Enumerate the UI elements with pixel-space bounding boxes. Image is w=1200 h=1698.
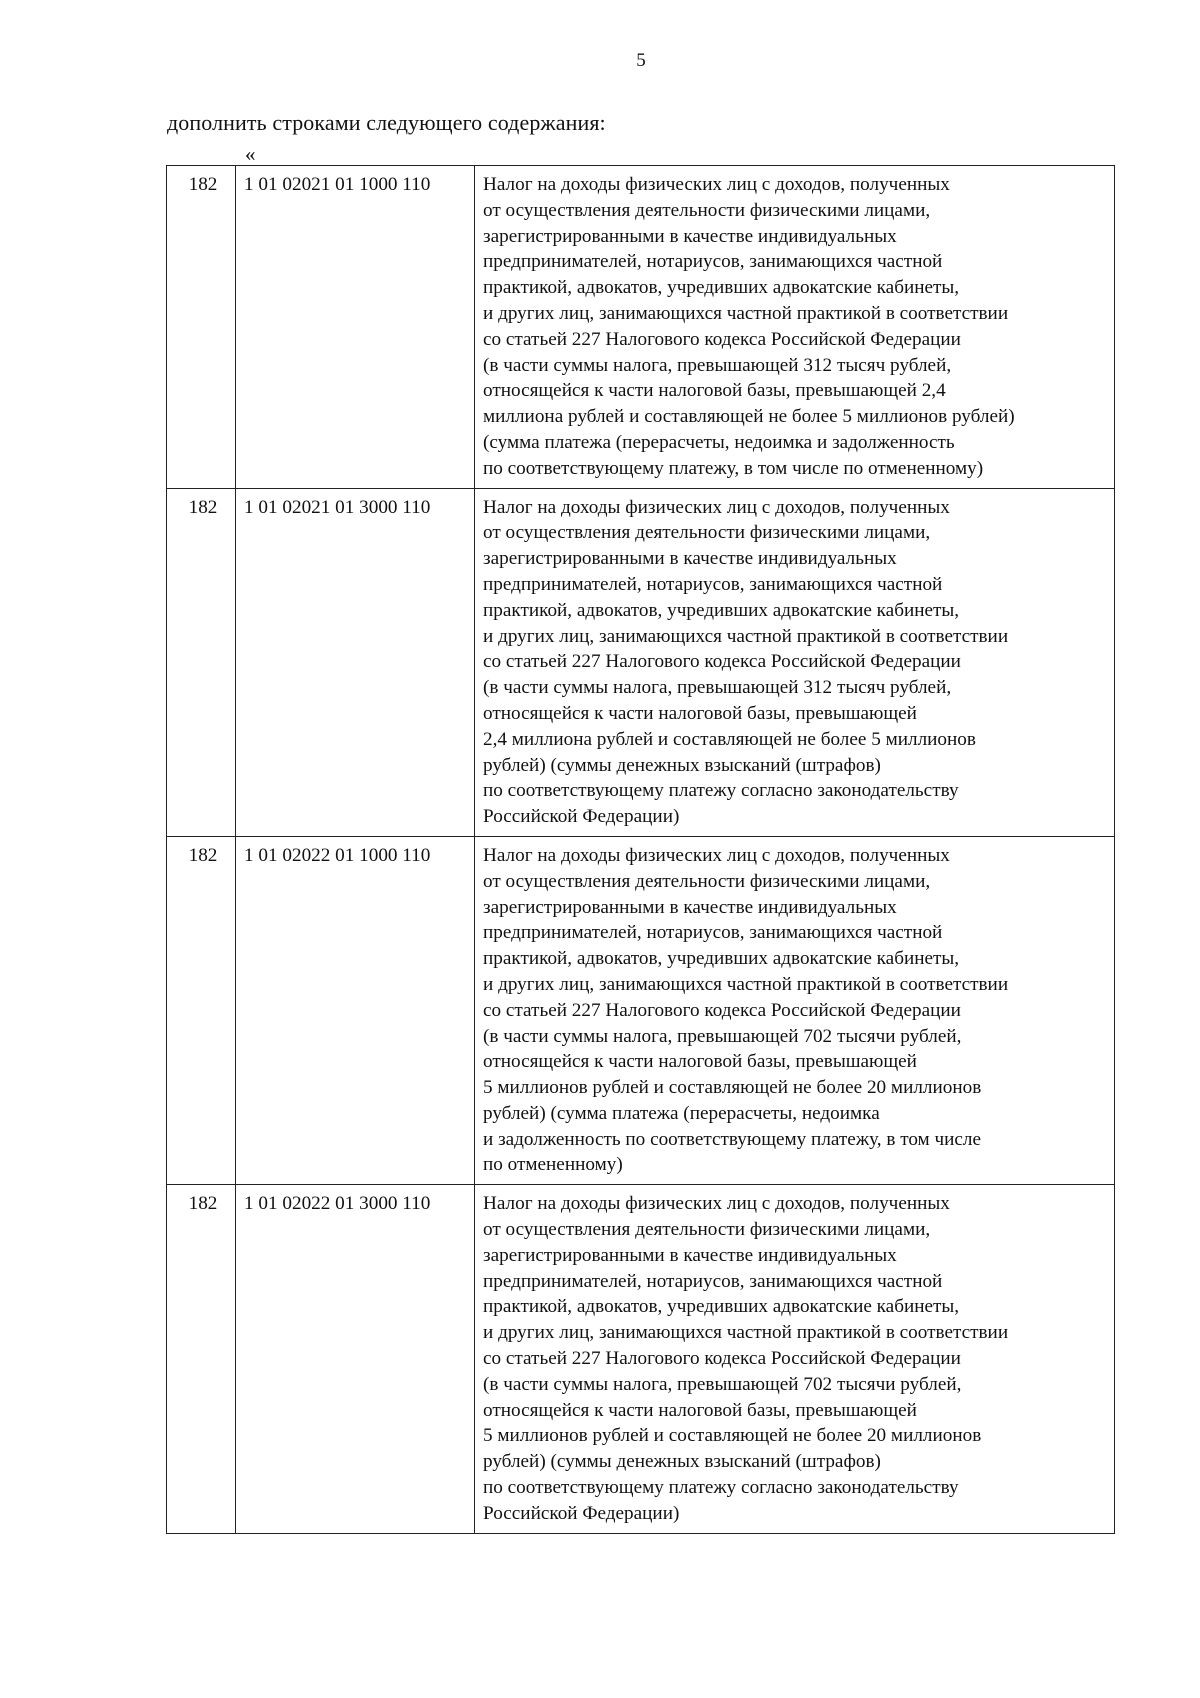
table-row [167, 1185, 1115, 1533]
description-line: Налог на доходы физических лиц с доходов, полученных [483, 1193, 950, 1215]
description-line: практикой, адвокатов, учредивших адвокатские кабинеты, [483, 948, 960, 970]
description-line: относящейся к части налоговой базы, превышающей 2,4 [483, 380, 946, 402]
kbk-code-cell: 1 01 02021 01 1000 110 [236, 166, 475, 489]
table-row [167, 166, 1115, 489]
description-line: предпринимателей, нотариусов, занимающихся частной [483, 922, 943, 944]
admin-code-cell: 182 [167, 1185, 236, 1533]
description-line: 5 миллионов рублей и составляющей не более 20 миллионов [483, 1077, 982, 1099]
description-line: миллиона рублей и составляющей не более 5 миллионов рублей) [483, 406, 1015, 428]
description-line: Российской Федерации) [483, 806, 680, 828]
description-cell [475, 166, 1115, 489]
kbk-code-cell: 1 01 02022 01 1000 110 [236, 836, 475, 1184]
description-line: 2,4 миллиона рублей и составляющей не более 5 миллионов [483, 728, 976, 750]
description-line: предпринимателей, нотариусов, занимающихся частной [483, 1270, 943, 1292]
description-line: относящейся к части налоговой базы, превышающей [483, 702, 917, 724]
description-line: зарегистрированными в качестве индивидуальных [483, 1244, 897, 1266]
description-line: Налог на доходы физических лиц с доходов, полученных [483, 496, 950, 518]
description-line: зарегистрированными в качестве индивидуальных [483, 896, 897, 918]
description-line: рублей) (суммы денежных взысканий (штрафов) [483, 1451, 881, 1473]
description-line: рублей) (суммы денежных взысканий (штрафов) [483, 754, 881, 776]
description-line: предпринимателей, нотариусов, занимающихся частной [483, 573, 943, 595]
description-line: Российской Федерации) [483, 1502, 680, 1524]
description-line: Налог на доходы физических лиц с доходов, полученных [483, 844, 950, 866]
description-line: практикой, адвокатов, учредивших адвокатские кабинеты, [483, 599, 960, 621]
description-line: относящейся к части налоговой базы, превышающей [483, 1399, 917, 1421]
description-line: и других лиц, занимающихся частной практикой в соответствии [483, 625, 1009, 647]
description-line: 5 миллионов рублей и составляющей не более 20 миллионов [483, 1425, 982, 1447]
description-line: Налог на доходы физических лиц с доходов, полученных [483, 174, 950, 195]
description-line: со статьей 227 Налогового кодекса Российской Федерации [483, 651, 961, 673]
kbk-code-cell: 1 01 02022 01 3000 110 [236, 1185, 475, 1533]
description-line: зарегистрированными в качестве индивидуальных [483, 548, 897, 570]
description-line: практикой, адвокатов, учредивших адвокатские кабинеты, [483, 277, 960, 299]
description-cell [475, 488, 1115, 836]
description-line: (в части суммы налога, превышающей 312 тысяч рублей, [483, 354, 952, 376]
admin-code-cell: 182 [167, 836, 236, 1184]
description-line: со статьей 227 Налогового кодекса Российской Федерации [483, 1348, 961, 1370]
opening-quote-mark: « [245, 142, 256, 166]
description-line: (в части суммы налога, превышающей 702 тысячи рублей, [483, 1373, 962, 1395]
description-line: и других лиц, занимающихся частной практикой в соответствии [483, 973, 1009, 995]
description-line: по соответствующему платежу согласно законодательству [483, 1477, 959, 1499]
description-line: от осуществления деятельности физическими лицами, [483, 199, 931, 221]
description-line: со статьей 227 Налогового кодекса Российской Федерации [483, 328, 961, 350]
description-line: практикой, адвокатов, учредивших адвокатские кабинеты, [483, 1296, 960, 1318]
description-cell [475, 836, 1115, 1184]
description-line: от осуществления деятельности физическими лицами, [483, 1219, 931, 1241]
page-number: 5 [636, 50, 646, 71]
description-line: зарегистрированными в качестве индивидуальных [483, 225, 897, 247]
description-line: и других лиц, занимающихся частной практикой в соответствии [483, 1322, 1009, 1344]
kbk-code-cell: 1 01 02021 01 3000 110 [236, 488, 475, 836]
description-line: (в части суммы налога, превышающей 702 тысячи рублей, [483, 1025, 962, 1047]
description-line: и задолженность по соответствующему платежу, в том числе [483, 1128, 982, 1150]
description-cell [475, 1185, 1115, 1533]
description-line: предпринимателей, нотариусов, занимающихся частной [483, 251, 943, 273]
admin-code-cell: 182 [167, 488, 236, 836]
description-line: по отмененному) [483, 1154, 623, 1176]
description-line: относящейся к части налоговой базы, превышающей [483, 1051, 917, 1073]
table-row [167, 836, 1115, 1184]
description-line: рублей) (сумма платежа (перерасчеты, недоимка [483, 1102, 880, 1124]
description-line: от осуществления деятельности физическими лицами, [483, 522, 931, 544]
admin-code-cell: 182 [167, 166, 236, 489]
description-line: (сумма платежа (перерасчеты, недоимка и задолженность [483, 431, 955, 453]
table-body [167, 166, 1115, 1534]
budget-classification-table [166, 165, 1115, 1534]
table-row [167, 488, 1115, 836]
description-line: от осуществления деятельности физическими лицами, [483, 870, 931, 892]
description-line: со статьей 227 Налогового кодекса Российской Федерации [483, 999, 961, 1021]
description-line: и других лиц, занимающихся частной практикой в соответствии [483, 302, 1009, 324]
description-line: (в части суммы налога, превышающей 312 тысяч рублей, [483, 677, 952, 699]
intro-text: дополнить строками следующего содержания: [167, 110, 606, 135]
description-line: по соответствующему платежу согласно законодательству [483, 780, 959, 802]
description-line: по соответствующему платежу, в том числе по отмененному) [483, 457, 984, 479]
